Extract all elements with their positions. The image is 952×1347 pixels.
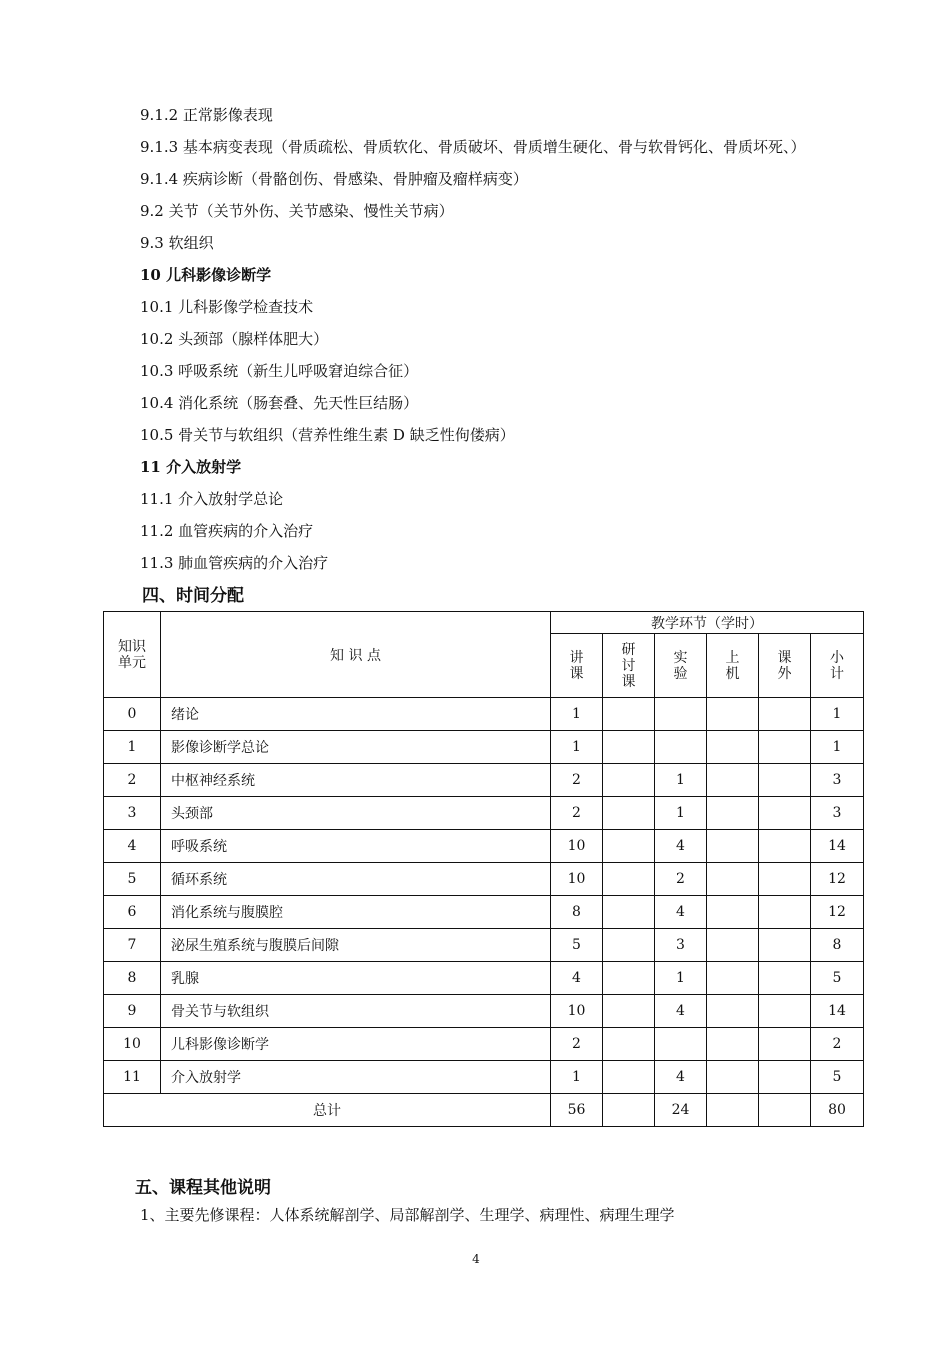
extra-header: 课外 (759, 634, 811, 698)
extra-cell (759, 1028, 811, 1061)
table-row (104, 995, 864, 1028)
seminar-cell (603, 797, 655, 830)
subtotal-cell: 5 (811, 962, 864, 995)
topic-cell: 绪论 (161, 698, 551, 731)
extra-cell (759, 1061, 811, 1094)
lab-cell: 1 (655, 764, 707, 797)
table-row (104, 698, 864, 731)
table-row (104, 731, 864, 764)
lecture-cell: 8 (551, 896, 603, 929)
outline-item: 10.5 骨关节与软组织（营养性维生素 D 缺乏性佝偻病） (140, 426, 515, 444)
topic-cell: 泌尿生殖系统与腹膜后间隙 (161, 929, 551, 962)
lecture-cell: 10 (551, 830, 603, 863)
lecture-cell: 2 (551, 1028, 603, 1061)
topic-cell: 介入放射学 (161, 1061, 551, 1094)
computer-cell (707, 929, 759, 962)
lecture-cell: 2 (551, 764, 603, 797)
page-number: 4 (472, 1252, 480, 1266)
unit-cell: 4 (104, 830, 161, 863)
unit-header: 知识单元 (104, 612, 161, 698)
computer-cell (707, 896, 759, 929)
chapter-heading: 11 介入放射学 (140, 458, 242, 476)
topic-cell: 消化系统与腹膜腔 (161, 896, 551, 929)
lab-cell (655, 1028, 707, 1061)
subtotal-header: 小计 (811, 634, 864, 698)
extra-cell (759, 863, 811, 896)
outline-item: 11.1 介入放射学总论 (140, 490, 284, 508)
computer-cell (707, 995, 759, 1028)
total-subtotal-cell: 80 (811, 1094, 864, 1127)
total-seminar-cell (603, 1094, 655, 1127)
lecture-cell: 5 (551, 929, 603, 962)
lecture-cell: 1 (551, 1061, 603, 1094)
lab-cell: 1 (655, 962, 707, 995)
lab-cell (655, 731, 707, 764)
table-row (104, 863, 864, 896)
outline-item: 9.1.2 正常影像表现 (140, 106, 273, 124)
computer-cell (707, 698, 759, 731)
table-body (104, 698, 864, 1127)
subtotal-cell: 3 (811, 764, 864, 797)
topic-cell: 骨关节与软组织 (161, 995, 551, 1028)
unit-cell: 2 (104, 764, 161, 797)
seminar-cell (603, 731, 655, 764)
seminar-cell (603, 896, 655, 929)
outline-item: 11.3 肺血管疾病的介入治疗 (140, 554, 329, 572)
subtotal-cell: 1 (811, 731, 864, 764)
computer-cell (707, 797, 759, 830)
seminar-cell (603, 830, 655, 863)
topic-cell: 中枢神经系统 (161, 764, 551, 797)
total-lecture-cell: 56 (551, 1094, 603, 1127)
seminar-cell (603, 698, 655, 731)
seminar-cell (603, 863, 655, 896)
subtotal-cell: 14 (811, 995, 864, 1028)
seminar-cell (603, 929, 655, 962)
computer-header: 上机 (707, 634, 759, 698)
computer-cell (707, 731, 759, 764)
table-row (104, 1061, 864, 1094)
lab-header: 实验 (655, 634, 707, 698)
table-row (104, 1028, 864, 1061)
subtotal-cell: 3 (811, 797, 864, 830)
computer-cell (707, 962, 759, 995)
lab-cell: 1 (655, 797, 707, 830)
lab-cell: 4 (655, 1061, 707, 1094)
lab-cell: 4 (655, 995, 707, 1028)
seminar-cell (603, 1028, 655, 1061)
outline-item: 9.1.4 疾病诊断（骨骼创伤、骨感染、骨肿瘤及瘤样病变） (140, 170, 528, 188)
outline-item: 10.1 儿科影像学检查技术 (140, 298, 314, 316)
outline-item: 10.2 头颈部（腺样体肥大） (140, 330, 329, 348)
extra-cell (759, 830, 811, 863)
outline-item: 10.3 呼吸系统（新生儿呼吸窘迫综合征） (140, 362, 419, 380)
table-row (104, 896, 864, 929)
lecture-cell: 2 (551, 797, 603, 830)
seminar-cell (603, 962, 655, 995)
subtotal-cell: 12 (811, 863, 864, 896)
prerequisite-line: 1、主要先修课程：人体系统解剖学、局部解剖学、生理学、病理性、病理生理学 (140, 1206, 675, 1224)
lecture-header: 讲课 (551, 634, 603, 698)
total-row (104, 1094, 864, 1127)
unit-cell: 8 (104, 962, 161, 995)
lab-cell: 2 (655, 863, 707, 896)
topic-cell: 影像诊断学总论 (161, 731, 551, 764)
subtotal-cell: 12 (811, 896, 864, 929)
seminar-cell (603, 764, 655, 797)
section-5-title: 五、课程其他说明 (135, 1178, 271, 1198)
lab-cell (655, 698, 707, 731)
computer-cell (707, 1061, 759, 1094)
outline-item: 9.2 关节（关节外伤、关节感染、慢性关节病） (140, 202, 454, 220)
topic-cell: 呼吸系统 (161, 830, 551, 863)
topic-cell: 儿科影像诊断学 (161, 1028, 551, 1061)
extra-cell (759, 764, 811, 797)
outline-item: 9.1.3 基本病变表现（骨质疏松、骨质软化、骨质破坏、骨质增生硬化、骨与软骨钙化、骨质坏死、） (140, 138, 806, 156)
lecture-cell: 4 (551, 962, 603, 995)
extra-cell (759, 896, 811, 929)
extra-cell (759, 929, 811, 962)
subtotal-cell: 14 (811, 830, 864, 863)
lecture-cell: 1 (551, 698, 603, 731)
lab-cell: 4 (655, 830, 707, 863)
unit-cell: 1 (104, 731, 161, 764)
outline-item: 9.3 软组织 (140, 234, 214, 252)
seminar-cell (603, 995, 655, 1028)
total-lab-cell: 24 (655, 1094, 707, 1127)
total-extra-cell (759, 1094, 811, 1127)
extra-cell (759, 995, 811, 1028)
group-header: 教学环节（学时） (551, 612, 864, 634)
topic-cell: 乳腺 (161, 962, 551, 995)
total-computer-cell (707, 1094, 759, 1127)
lab-cell: 3 (655, 929, 707, 962)
chapter-heading: 10 儿科影像诊断学 (140, 266, 272, 284)
subtotal-cell: 5 (811, 1061, 864, 1094)
unit-cell: 9 (104, 995, 161, 1028)
subtotal-cell: 2 (811, 1028, 864, 1061)
table-row (104, 830, 864, 863)
extra-cell (759, 962, 811, 995)
computer-cell (707, 863, 759, 896)
outline-item: 11.2 血管疾病的介入治疗 (140, 522, 314, 540)
seminar-cell (603, 1061, 655, 1094)
computer-cell (707, 1028, 759, 1061)
lecture-cell: 1 (551, 731, 603, 764)
time-allocation-table (103, 611, 864, 1127)
topic-cell: 头颈部 (161, 797, 551, 830)
unit-cell: 11 (104, 1061, 161, 1094)
section-4-title: 四、时间分配 (142, 586, 244, 606)
unit-cell: 3 (104, 797, 161, 830)
subtotal-cell: 1 (811, 698, 864, 731)
lab-cell: 4 (655, 896, 707, 929)
topic-cell: 循环系统 (161, 863, 551, 896)
total-label: 总计 (104, 1094, 551, 1127)
extra-cell (759, 797, 811, 830)
table-row (104, 962, 864, 995)
seminar-header: 研讨课 (603, 634, 655, 698)
lecture-cell: 10 (551, 995, 603, 1028)
subtotal-cell: 8 (811, 929, 864, 962)
extra-cell (759, 698, 811, 731)
unit-cell: 5 (104, 863, 161, 896)
point-header: 知 识 点 (161, 612, 551, 698)
unit-cell: 7 (104, 929, 161, 962)
extra-cell (759, 731, 811, 764)
table-row (104, 929, 864, 962)
computer-cell (707, 830, 759, 863)
table-row (104, 764, 864, 797)
outline-item: 10.4 消化系统（肠套叠、先天性巨结肠） (140, 394, 419, 412)
unit-cell: 6 (104, 896, 161, 929)
table-row (104, 797, 864, 830)
computer-cell (707, 764, 759, 797)
unit-cell: 0 (104, 698, 161, 731)
unit-cell: 10 (104, 1028, 161, 1061)
lecture-cell: 10 (551, 863, 603, 896)
